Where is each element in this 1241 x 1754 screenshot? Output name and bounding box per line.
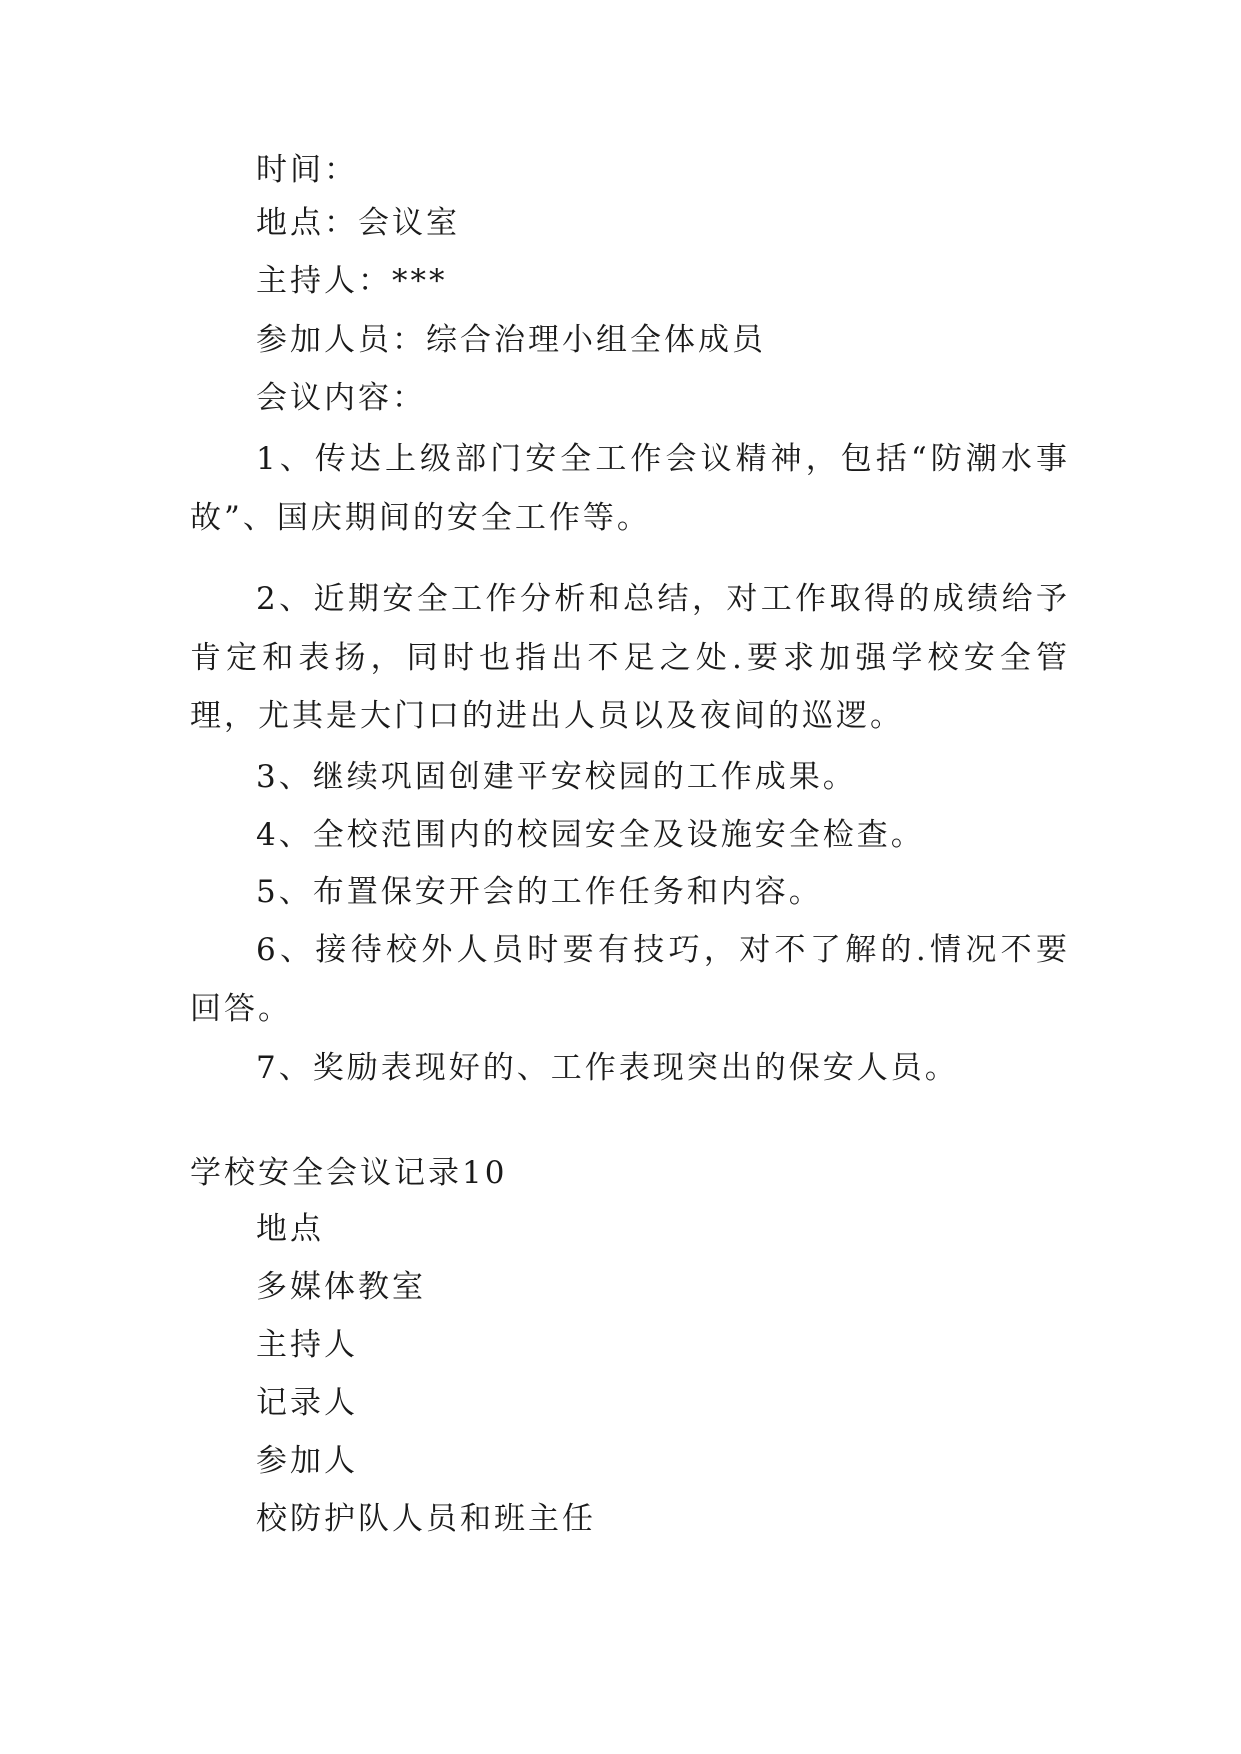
section2-line-recorder-label: 记录人 [256,1385,358,1421]
section2-line-host-label: 主持人 [256,1327,358,1363]
content-item-7: 7、奖励表现好的、工作表现突出的保安人员。 [256,1050,959,1086]
content-item-4: 4、全校范围内的校园安全及设施安全检查。 [256,817,925,853]
content-item-2: 2、近期安全工作分析和总结，对工作取得的成绩给予肯定和表扬，同时也指出不足之处.要求加强学校安全管理，尤其是大门口的进出人员以及夜间的巡逻。 [190,581,1070,734]
meeting-content-label: 会议内容： [256,380,426,416]
content-item-3: 3、继续巩固创建平安校园的工作成果。 [256,759,857,795]
meeting-time: 时间： [256,152,358,188]
content-item-6: 6、接待校外人员时要有技巧，对不了解的.情况不要回答。 [190,932,1070,1027]
section2-line-attendees-label: 参加人 [256,1443,358,1479]
meeting-host: 主持人：*** [256,263,448,299]
section2-line-place-label: 地点 [256,1211,324,1247]
section-title: 学校安全会议记录10 [190,1155,508,1191]
section2-line-place-value: 多媒体教室 [256,1269,426,1305]
content-item-5: 5、布置保安开会的工作任务和内容。 [256,874,823,910]
section2-line-attendees-value: 校防护队人员和班主任 [256,1501,596,1537]
content-item-1: 1、传达上级部门安全工作会议精神，包括“防潮水事故”、国庆期间的安全工作等。 [190,441,1070,536]
meeting-attendees: 参加人员：综合治理小组全体成员 [256,322,766,358]
meeting-place: 地点：会议室 [256,205,460,241]
